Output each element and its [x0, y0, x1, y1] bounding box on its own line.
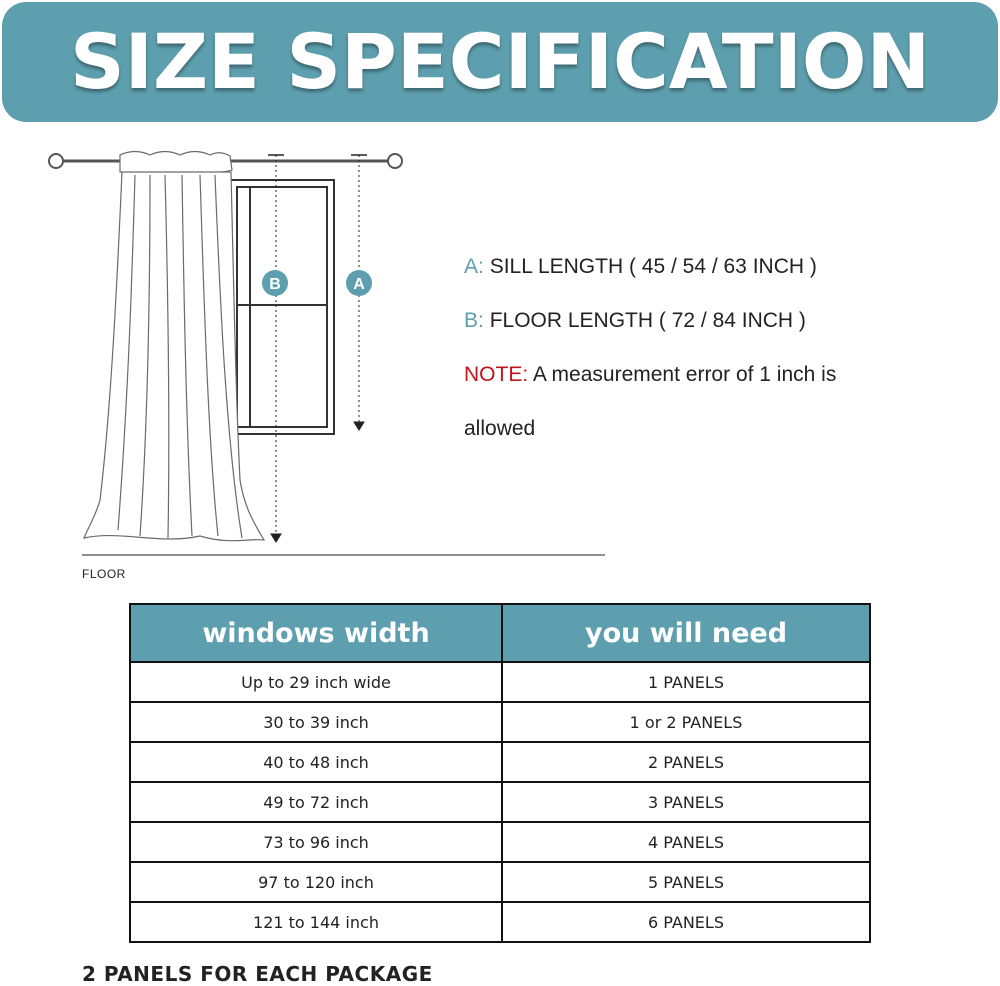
sill-text: SILL LENGTH ( 45 / 54 / 63 INCH ) — [489, 255, 817, 278]
note-key: NOTE: — [464, 363, 529, 386]
panels-cell: 1 or 2 PANELS — [502, 702, 870, 742]
width-cell: 40 to 48 inch — [130, 742, 502, 782]
badge-a — [346, 270, 372, 296]
table-row — [130, 902, 870, 942]
table-header-row — [130, 604, 870, 662]
table-row — [130, 862, 870, 902]
window-frame — [230, 180, 334, 434]
panels-cell: 3 PANELS — [502, 782, 870, 822]
panels-cell: 2 PANELS — [502, 742, 870, 782]
panels-cell: 6 PANELS — [502, 902, 870, 942]
dimension-b-line — [268, 155, 284, 542]
width-cell: 121 to 144 inch — [130, 902, 502, 942]
header-banner — [2, 2, 998, 122]
header-you-will-need: you will need — [502, 604, 870, 662]
width-cell: 97 to 120 inch — [130, 862, 502, 902]
floor-length-spec — [464, 309, 984, 333]
size-table — [129, 603, 871, 943]
badge-a-label: A — [353, 276, 365, 293]
badge-b — [262, 270, 288, 296]
panels-cell: 1 PANELS — [502, 662, 870, 702]
note-continuation: allowed — [464, 417, 536, 440]
panels-cell: 5 PANELS — [502, 862, 870, 902]
width-cell: 73 to 96 inch — [130, 822, 502, 862]
width-cell: 49 to 72 inch — [130, 782, 502, 822]
note-spec — [464, 363, 984, 387]
package-note: 2 PANELS FOR EACH PACKAGE — [82, 962, 433, 986]
floor-key: B: — [464, 309, 484, 332]
table-row — [130, 702, 870, 742]
note-text: A measurement error of 1 inch is — [532, 363, 837, 386]
panels-cell: 4 PANELS — [502, 822, 870, 862]
header-windows-width: windows width — [130, 604, 502, 662]
sill-key: A: — [464, 255, 484, 278]
table-row — [130, 662, 870, 702]
sill-length-spec — [464, 255, 984, 279]
table-row — [130, 742, 870, 782]
floor-label: FLOOR — [82, 567, 126, 581]
table-row — [130, 822, 870, 862]
page-title: SIZE SPECIFICATION — [69, 17, 931, 106]
badge-b-label: B — [269, 276, 281, 293]
spec-list — [464, 255, 984, 441]
table-row — [130, 782, 870, 822]
width-cell: Up to 29 inch wide — [130, 662, 502, 702]
width-cell: 30 to 39 inch — [130, 702, 502, 742]
floor-text: FLOOR LENGTH ( 72 / 84 INCH ) — [489, 309, 806, 332]
